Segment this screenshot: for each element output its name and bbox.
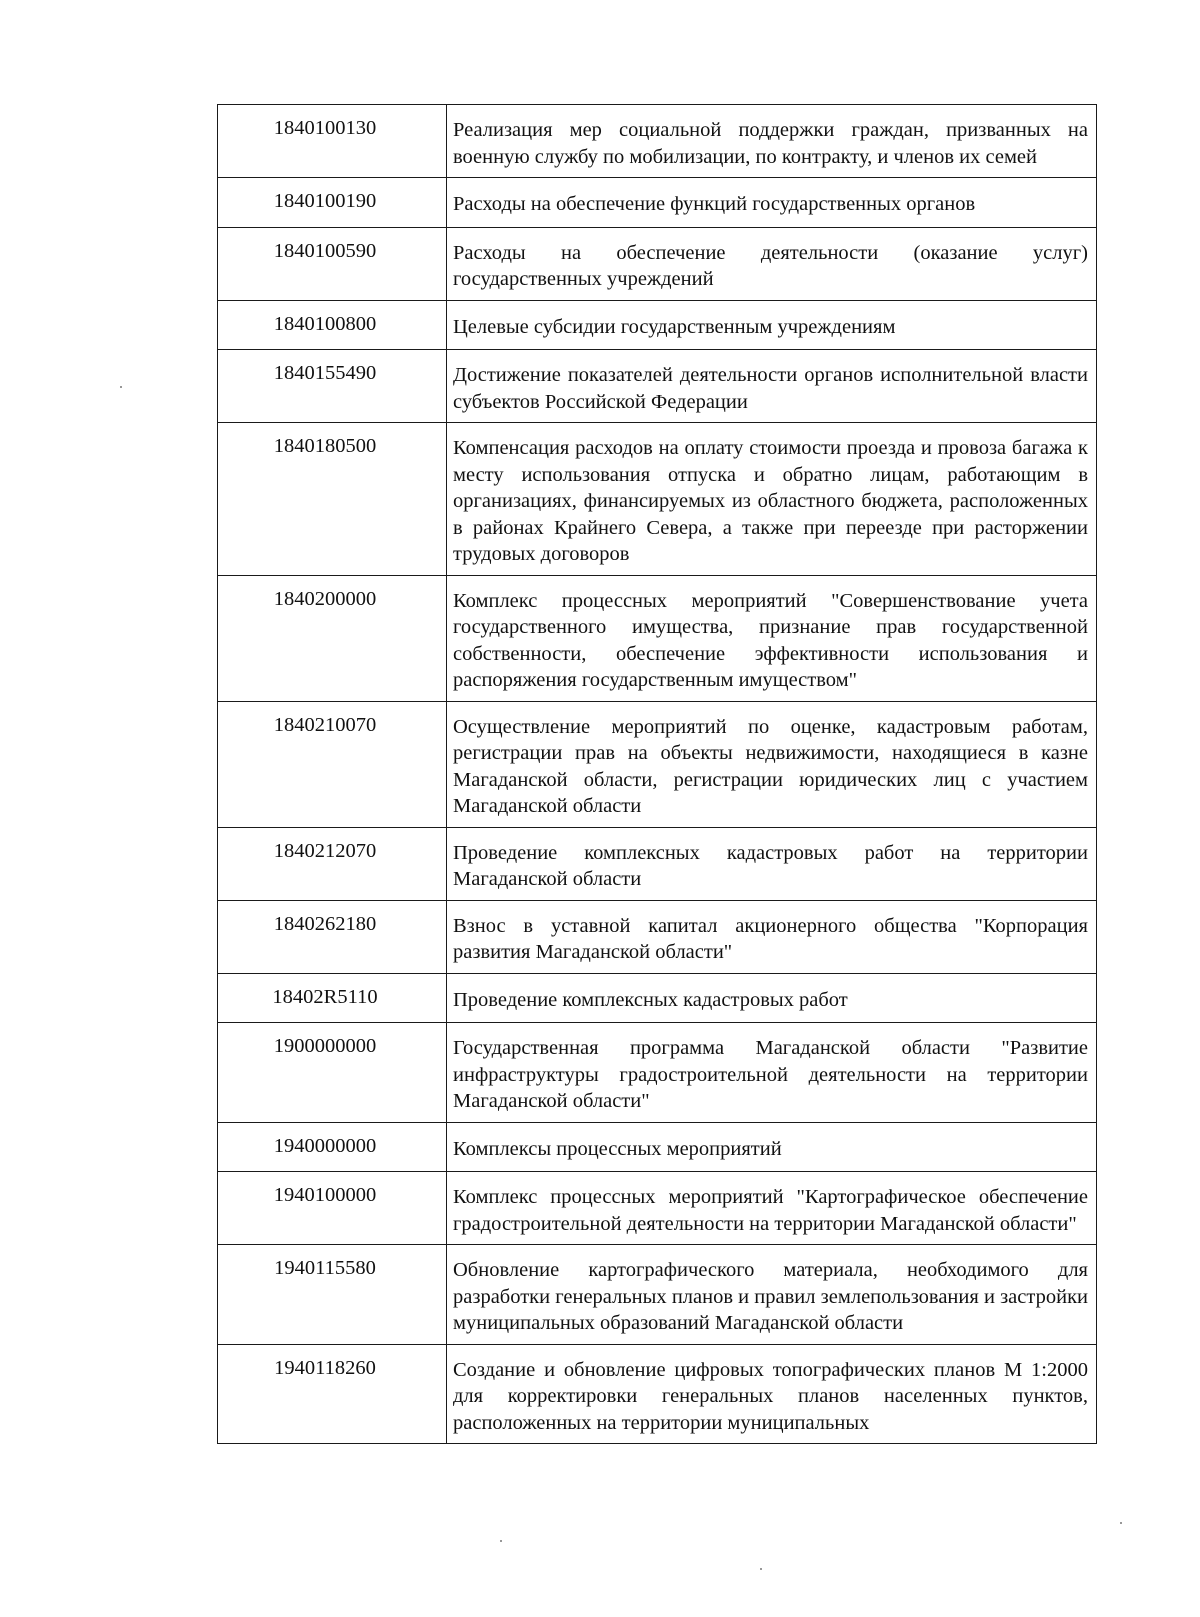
description-cell — [447, 178, 1097, 228]
description-cell — [447, 900, 1097, 973]
code-cell — [218, 1245, 447, 1345]
code-cell — [218, 350, 447, 423]
description-cell — [447, 1172, 1097, 1245]
budget-description: Расходы на обеспечение функций государственных органов — [453, 193, 976, 215]
budget-code: 1840155490 — [273, 362, 377, 384]
budget-description: Проведение комплексных кадастровых работ на территории Магаданской области — [453, 841, 1088, 890]
code-cell — [218, 300, 447, 350]
table-row — [218, 300, 1097, 350]
table-row — [218, 1172, 1097, 1245]
code-cell — [218, 178, 447, 228]
budget-description: Компенсация расходов на оплату стоимости проезда и провоза багажа к месту использования отпуска и обратно лицам, работающим в организациях, финансируемых из областного бюджета, расположенных в районах Крайнего Севера, а также при переезде при расторжении трудовых договоров — [453, 437, 1088, 565]
table-row — [218, 1122, 1097, 1172]
budget-code: 1840200000 — [273, 587, 377, 610]
description-cell — [447, 1023, 1097, 1123]
budget-code: 1840180500 — [273, 435, 377, 457]
budget-code: 1940000000 — [273, 1134, 377, 1157]
description-cell — [447, 227, 1097, 300]
budget-code: 1900000000 — [273, 1035, 377, 1057]
table-row — [218, 1344, 1097, 1444]
table-row — [218, 900, 1097, 973]
budget-code: 18402R5110 — [272, 985, 378, 1008]
code-cell — [218, 575, 447, 701]
table-row — [218, 178, 1097, 228]
table-row — [218, 423, 1097, 576]
code-cell — [218, 105, 447, 178]
budget-description: Достижение показателей деятельности органов исполнительной власти субъектов Российской Федерации — [453, 364, 1088, 413]
scan-speck — [1120, 1522, 1122, 1524]
budget-code: 1840100190 — [273, 190, 377, 212]
table-row — [218, 1245, 1097, 1345]
table-row — [218, 105, 1097, 178]
budget-code: 1840100130 — [273, 117, 377, 139]
table-row — [218, 575, 1097, 701]
budget-description: Создание и обновление цифровых топографических планов М 1:2000 для корректировки генеральных планов населенных пунктов, расположенных на территории муниципальных — [453, 1358, 1088, 1434]
scan-speck — [500, 1540, 502, 1542]
description-cell — [447, 701, 1097, 827]
description-cell — [447, 300, 1097, 350]
budget-description: Реализация мер социальной поддержки граждан, призванных на военную службу по мобилизации, по контракту, и членов их семей — [453, 119, 1088, 168]
budget-description: Взнос в уставной капитал акционерного общества "Корпорация развития Магаданской области" — [453, 914, 1088, 963]
description-cell — [447, 1245, 1097, 1345]
description-cell — [447, 827, 1097, 900]
table-row — [218, 350, 1097, 423]
description-cell — [447, 1122, 1097, 1172]
budget-code: 1840100590 — [273, 239, 377, 262]
budget-description: Расходы на обеспечение деятельности (оказание услуг) государственных учреждений — [453, 241, 1088, 290]
budget-description: Государственная программа Магаданской области "Развитие инфраструктуры градостроительной деятельности на территории Магаданской области" — [453, 1037, 1088, 1112]
budget-code: 1940118260 — [274, 1356, 376, 1379]
code-cell — [218, 827, 447, 900]
table-row — [218, 827, 1097, 900]
scan-speck — [120, 386, 122, 388]
description-cell — [447, 423, 1097, 576]
budget-description: Проведение комплексных кадастровых работ — [453, 988, 848, 1011]
budget-description: Комплексы процессных мероприятий — [453, 1137, 782, 1160]
budget-code: 1840210070 — [273, 713, 377, 736]
code-cell — [218, 973, 447, 1023]
table-row — [218, 227, 1097, 300]
description-cell — [447, 1344, 1097, 1444]
budget-code: 1940115580 — [274, 1257, 376, 1279]
code-cell — [218, 1023, 447, 1123]
code-cell — [218, 227, 447, 300]
budget-code: 1840262180 — [273, 912, 377, 935]
code-cell — [218, 1344, 447, 1444]
budget-description: Целевые субсидии государственным учреждениям — [453, 315, 896, 338]
budget-code: 1840100800 — [273, 312, 377, 335]
code-cell — [218, 900, 447, 973]
table-row — [218, 701, 1097, 827]
description-cell — [447, 105, 1097, 178]
code-cell — [218, 423, 447, 576]
code-cell — [218, 701, 447, 827]
budget-description: Обновление картографического материала, необходимого для разработки генеральных планов и правил землепользования и застройки муниципальных образований Магаданской области — [453, 1259, 1088, 1334]
table-row — [218, 1023, 1097, 1123]
budget-code-table — [217, 104, 1097, 1444]
budget-code: 1840212070 — [273, 839, 377, 862]
budget-description: Осуществление мероприятий по оценке, кадастровым работам, регистрации прав на объекты недвижимости, находящиеся в казне Магаданской области, регистрации юридических лиц с участием Магаданской области — [453, 715, 1088, 817]
description-cell — [447, 973, 1097, 1023]
description-cell — [447, 575, 1097, 701]
budget-description: Комплекс процессных мероприятий "Картографическое обеспечение градостроительной деятельности на территории Магаданской области" — [453, 1186, 1088, 1235]
scan-speck — [760, 1568, 762, 1570]
description-cell — [447, 350, 1097, 423]
code-cell — [218, 1122, 447, 1172]
table-row — [218, 973, 1097, 1023]
budget-code: 1940100000 — [273, 1184, 377, 1206]
code-cell — [218, 1172, 447, 1245]
budget-description: Комплекс процессных мероприятий "Совершенствование учета государственного имущества, признание прав государственной собственности, обеспечение эффективности использования и распоряжения государственным имуществом" — [453, 589, 1088, 691]
